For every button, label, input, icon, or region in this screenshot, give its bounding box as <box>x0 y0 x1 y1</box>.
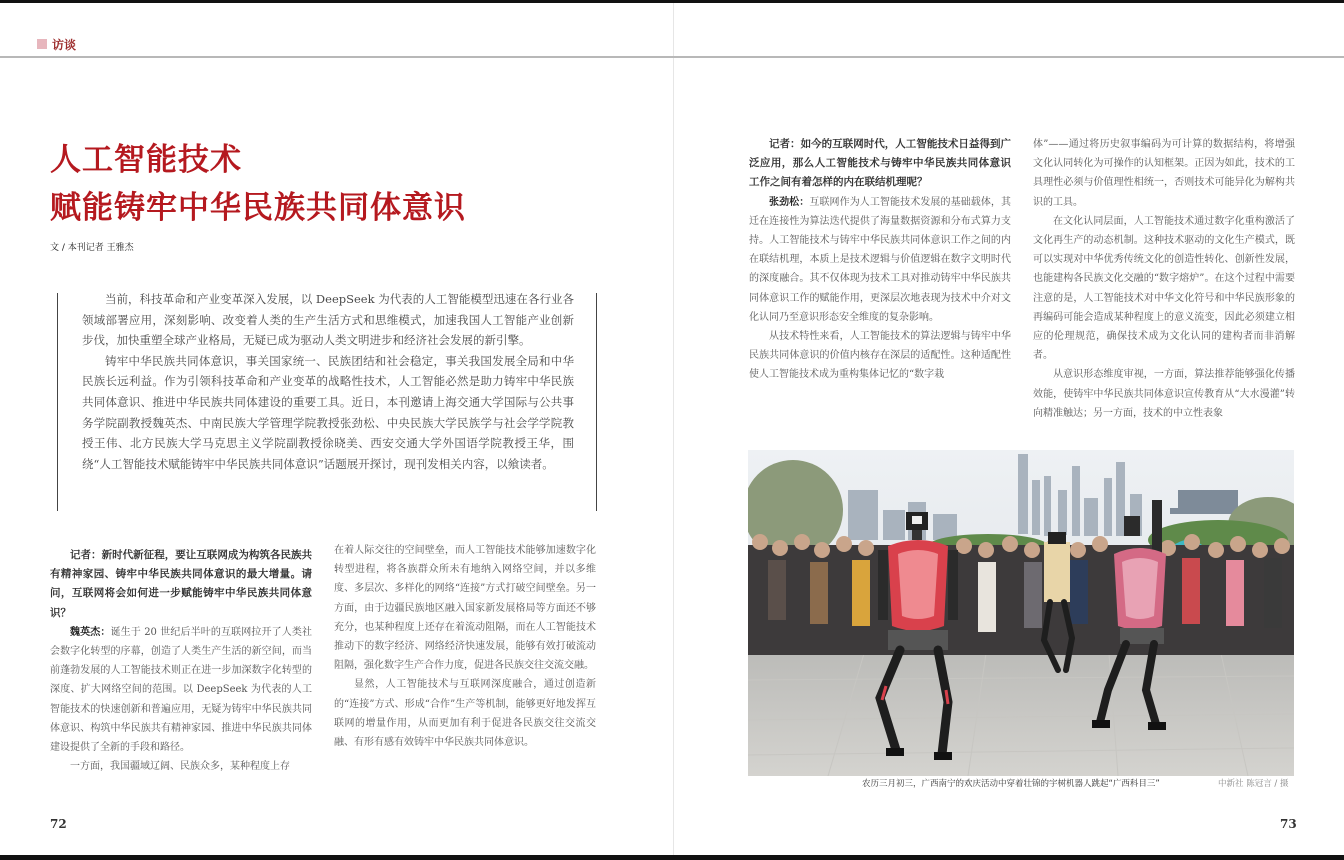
body-paragraph: 在着人际交往的空间壁垒，而人工智能技术能够加速数字化转型进程，将各族群众所未有地纳入网络空间，并以多维度、多层次、多样化的网络“连接”方式打破空间壁垒。另一方面，由于边疆民族地区融入国家新发展格局等方面还不够充分，也某种程度上还存在着流动阻隔，而在人工智能技术推动下的数字经济、网络经济快速发展，能够有效打破流动阻隔，强化数字生产合作力度，促进各民族交往交流交融。 <box>334 545 596 672</box>
section-label: 访谈 <box>52 38 77 52</box>
body-paragraph: 体”——通过将历史叙事编码为可计算的数据结构，将增强文化认同转化为可操作的认知框架。正因为如此，技术的工具理性必须与价值理性相统一，否则技术可能异化为解构共识的工具。 <box>1033 139 1295 208</box>
photo-caption: 农历三月初三，广西南宁的欢庆活动中穿着壮锦的宇树机器人跳起“广西科目三” <box>862 779 1160 789</box>
page-number-right: 73 <box>1280 817 1297 831</box>
robot-dance-photo <box>748 450 1294 776</box>
lead-box <box>57 293 597 511</box>
lead-paragraph: 当前，科技革命和产业变革深入发展，以 DeepSeek 为代表的人工智能模型迅速在各行业各领域部署应用，深刻影响、改变着人类的生产生活方式和思维模式，加速我国人工智能产业创新步伐，加快重塑全球产业格局，无疑已成为驱动人类文明进步和经济社会发展的新引擎。 <box>82 292 574 348</box>
question-text: 新时代新征程，要让互联网成为构筑各民族共有精神家园、铸牢中华民族共同体意识的最大增量。请问，互联网将会如何进一步赋能铸牢中华民族共同体意识？ <box>50 549 313 619</box>
bottom-frame <box>0 855 1344 860</box>
body-paragraph: 从技术特性来看，人工智能技术的算法逻辑与铸牢中华民族共同体意识的价值内核存在深层的适配性。这种适配性使人工智能技术成为重构集体记忆的“数字栽 <box>749 331 1011 381</box>
photo-credit: 中新社 陈冠言 / 摄 <box>1218 779 1289 789</box>
headline-line-1: 人工智能技术 <box>50 142 242 178</box>
answer-paragraph <box>749 193 1011 327</box>
lead-text <box>82 289 574 474</box>
answer-text: 诞生于 20 世纪后半叶的互联网拉开了人类社会数字化转型的序幕，创造了人类生产生活的新空间，而当前蓬勃发展的人工智能技术则正在进一步加深数字化转型的深度、扩大网络空间的范围。以 DeepSeek 为代表的人工智能技术的快速创新和普遍应用，无疑为铸牢中华民族共同体意识、构筑中华民族共有精神家园、推进中华民族共同体建设提供了全新的手段和路径。 <box>50 626 312 754</box>
column-4 <box>1033 135 1295 423</box>
header-rule <box>0 56 1344 58</box>
byline: 文 / 本刊记者 王雅杰 <box>50 243 134 253</box>
body-paragraph: 从意识形态维度审视，一方面，算法推荐能够强化传播效能，使铸牢中华民族共同体意识宣传教育从“大水漫灌”转向精准触达；另一方面，技术的中立性表象 <box>1033 369 1295 419</box>
answer-text: 互联网作为人工智能技术发展的基础载体，其迁在连接性为算法迭代提供了海量数据资源和分布式算力支持。人工智能技术与铸牢中华民族共同体意识工作之间的内在联结机理，本质上是技术逻辑与价值逻辑在数字文明时代的深度融合。其不仅体现为技术工具对推动铸牢中华民族共同体意识工作的赋能作用，更深层次地表现为技术中介对文化认同乃至意识形态安全维度的复杂影响。 <box>749 196 1012 323</box>
lead-paragraph: 铸牢中华民族共同体意识，事关国家统一、民族团结和社会稳定，事关我国发展全局和中华民族长远利益。作为引领科技革命和产业变革的战略性技术，人工智能必然是助力铸牢中华民族共同体意识、推进中华民族共同体建设的重要工具。近日，本刊邀请上海交通大学国际与公共事务学院副教授魏英杰、中南民族大学管理学院教授张劲松、中央民族大学民族学与社会学学院教授王伟、北方民族大学马克思主义学院副教授徐晓美、西安交通大学外国语学院教授王华，围绕“人工智能技术赋能铸牢中华民族共同体意识”话题展开探讨，现刊发相关内容，以飨读者。 <box>82 353 574 471</box>
body-paragraph: 在文化认同层面，人工智能技术通过数字化重构激活了文化再生产的动态机制。这种技术驱动的文化生产模式，既可以实现对中华优秀传统文化的创造性转化、创新性发展，也能建构各民族文化交融的“数字熔炉”。在这个过程中需要注意的是，人工智能技术对中华文化符号和中华民族形象的再编码可能会造成某种程度上的意义流变，因此必须建立相应的伦理规范，确保技术成为文化认同的建构者而非消解者。 <box>1033 215 1295 362</box>
question-paragraph <box>749 135 1011 193</box>
page-spine <box>673 3 674 855</box>
headline-line-2: 赋能铸牢中华民族共同体意识 <box>50 190 466 226</box>
body-paragraph: 显然，人工智能技术与互联网深度融合，通过创造新的“连接”方式、形成“合作”生产等机制，能够更好地发挥互联网的增量作用，从而更加有利于促进各民族交往交流交融、有形有感有效铸牢中华民族共同体意识。 <box>334 679 596 749</box>
answer-speaker: 魏英杰： <box>70 626 111 638</box>
question-paragraph <box>50 546 312 623</box>
body-paragraph: 一方面，我国疆域辽阔、民族众多，某种程度上存 <box>70 761 290 773</box>
question-text: 如今的互联网时代，人工智能技术日益得到广泛应用，那么人工智能技术与铸牢中华民族共同体意识工作之间有着怎样的内在联结机理呢？ <box>749 138 1012 189</box>
answer-paragraph <box>50 623 312 757</box>
page-number-left: 72 <box>50 817 67 831</box>
question-speaker: 记者： <box>70 549 102 561</box>
column-3 <box>749 135 1011 385</box>
section-marker-square <box>37 39 47 49</box>
question-speaker: 记者： <box>769 138 801 150</box>
photo-illustration <box>748 450 1294 776</box>
column-2 <box>334 541 596 752</box>
column-1 <box>50 546 312 776</box>
answer-speaker: 张劲松： <box>769 196 810 208</box>
